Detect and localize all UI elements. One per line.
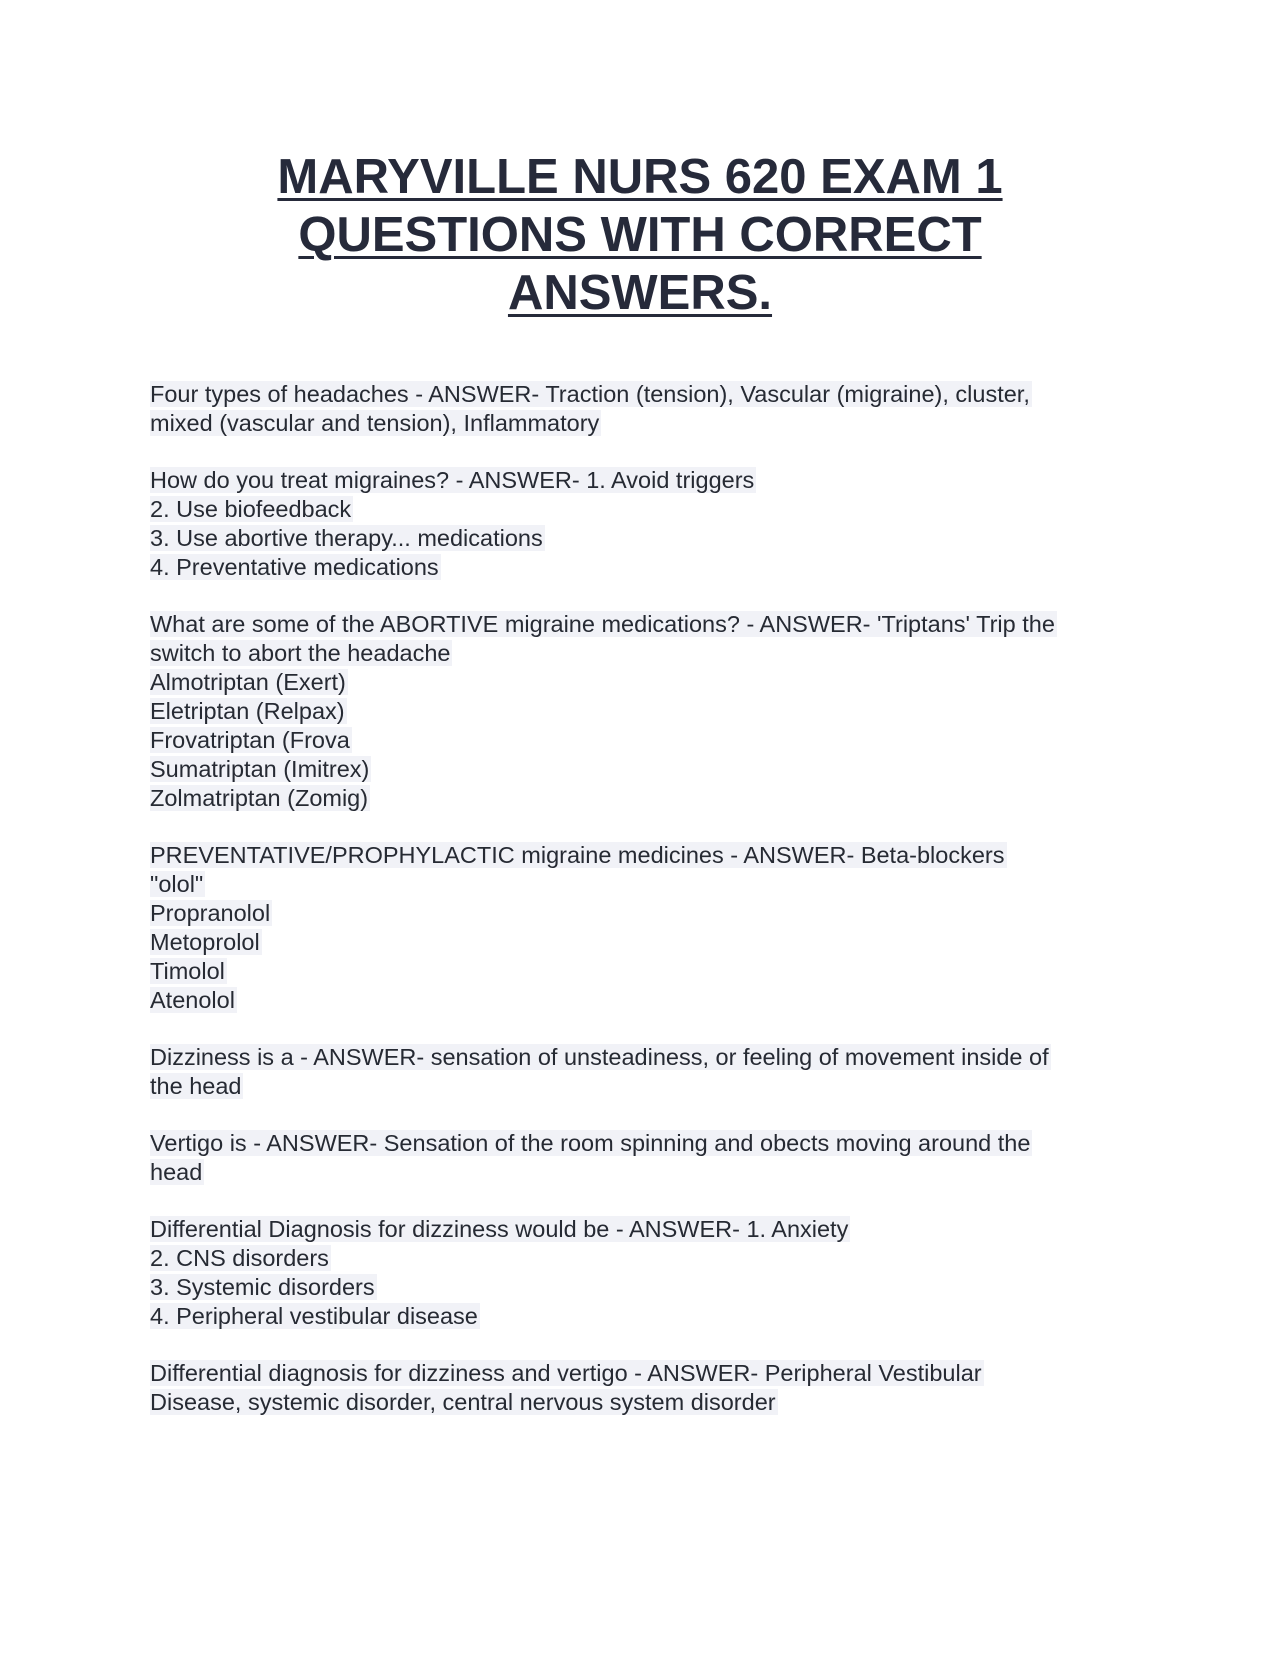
qa-line: 2. Use biofeedback	[150, 496, 352, 522]
title-line-1: MARYVILLE NURS 620 EXAM 1	[277, 150, 1003, 204]
qa-item	[150, 1359, 1130, 1417]
qa-line: Sumatriptan (Imitrex)	[150, 756, 370, 782]
qa-line: switch to abort the headache	[150, 640, 451, 666]
document-title	[150, 148, 1130, 322]
qa-line: 2. CNS disorders	[150, 1245, 329, 1271]
qa-line: Metoprolol	[150, 929, 260, 955]
qa-item	[150, 841, 1130, 1015]
qa-line: 3. Systemic disorders	[150, 1274, 375, 1300]
qa-line: What are some of the ABORTIVE migraine medications? - ANSWER- 'Triptans' Trip the	[150, 611, 1055, 637]
qa-item	[150, 1215, 1130, 1331]
title-line-3: ANSWERS.	[507, 266, 773, 320]
qa-item	[150, 466, 1130, 582]
qa-line: Zolmatriptan (Zomig)	[150, 785, 369, 811]
qa-line: PREVENTATIVE/PROPHYLACTIC migraine medicines - ANSWER- Beta-blockers	[150, 842, 1005, 868]
qa-line: How do you treat migraines? - ANSWER- 1. Avoid triggers	[150, 467, 755, 493]
qa-line: 3. Use abortive therapy... medications	[150, 525, 543, 551]
qa-line: mixed (vascular and tension), Inflammatory	[150, 410, 600, 436]
qa-line: Dizziness is a - ANSWER- sensation of unsteadiness, or feeling of movement inside of	[150, 1044, 1049, 1070]
qa-list	[150, 380, 1130, 1445]
qa-line: Eletriptan (Relpax)	[150, 698, 345, 724]
qa-line: Timolol	[150, 958, 225, 984]
qa-line: "olol"	[150, 871, 204, 897]
qa-line: Four types of headaches - ANSWER- Traction (tension), Vascular (migraine), cluster,	[150, 381, 1030, 407]
qa-line: Frovatriptan (Frova	[150, 727, 350, 753]
qa-item	[150, 1129, 1130, 1187]
qa-line: Differential Diagnosis for dizziness would be - ANSWER- 1. Anxiety	[150, 1216, 849, 1242]
qa-line: Disease, systemic disorder, central nervous system disorder	[150, 1389, 776, 1415]
qa-line: Differential diagnosis for dizziness and vertigo - ANSWER- Peripheral Vestibular	[150, 1360, 982, 1386]
qa-line: head	[150, 1159, 203, 1185]
qa-line: 4. Peripheral vestibular disease	[150, 1303, 478, 1329]
qa-item	[150, 610, 1130, 813]
qa-line: Atenolol	[150, 987, 235, 1013]
qa-line: 4. Preventative medications	[150, 554, 439, 580]
qa-line: Vertigo is - ANSWER- Sensation of the room spinning and obects moving around the	[150, 1130, 1031, 1156]
qa-item	[150, 1043, 1130, 1101]
qa-item	[150, 380, 1130, 438]
qa-line: the head	[150, 1073, 242, 1099]
qa-line: Almotriptan (Exert)	[150, 669, 346, 695]
qa-line: Propranolol	[150, 900, 271, 926]
title-line-2: QUESTIONS WITH CORRECT	[298, 208, 982, 262]
